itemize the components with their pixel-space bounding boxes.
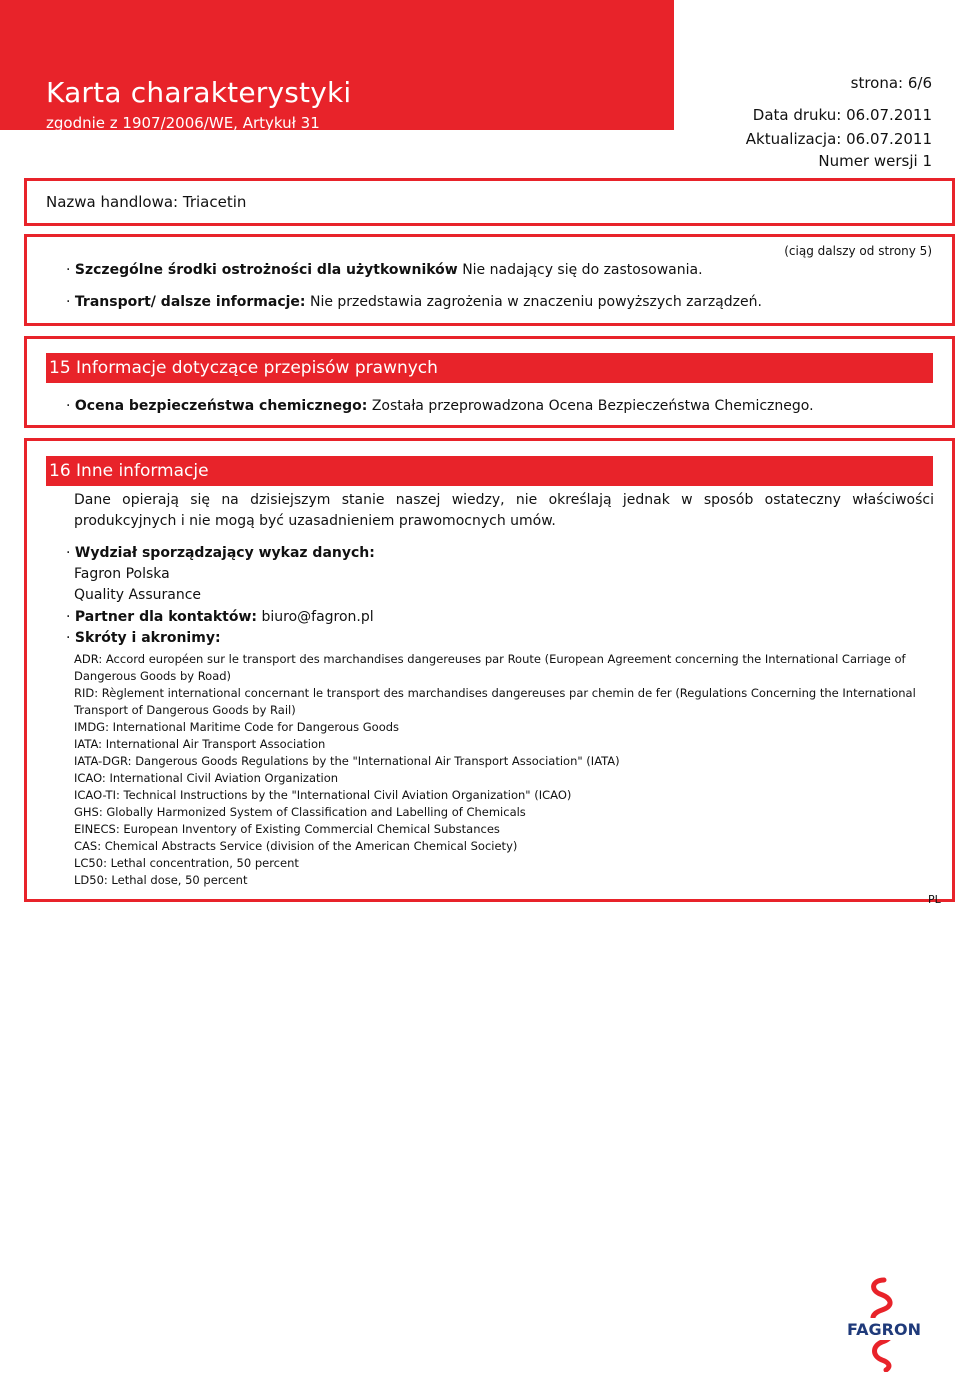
fagron-logo-icon: [836, 1276, 932, 1372]
abbreviation-item: LC50: Lethal concentration, 50 percent: [74, 856, 299, 870]
user-precautions-value: Nie nadający się do zastosowania.: [462, 262, 703, 278]
document-subtitle: zgodnie z 1907/2006/WE, Artykuł 31: [46, 114, 320, 132]
assessment-value: Została przeprowadzona Ocena Bezpieczeństwa Chemicznego.: [371, 398, 814, 414]
department-line-2: Quality Assurance: [74, 587, 202, 603]
disclaimer-paragraph: Dane opierają się na dzisiejszym stanie naszej wiedzy, nie określają jednak w sposób ostateczny właściwości produkcyjnych i nie mogą być uzasadnieniem prawomocnych umów.: [74, 492, 934, 529]
abbreviation-item: IMDG: International Maritime Code for Dangerous Goods: [74, 720, 400, 734]
language-code: PL: [928, 893, 941, 906]
print-date: Data druku: 06.07.2011: [752, 106, 932, 124]
transport-line: · Transport/ dalsze informacje: Nie przedstawia zagrożenia w znaczeniu powyższych zarządzeń.: [66, 294, 762, 310]
department-line-1: Fagron Polska: [74, 566, 170, 582]
transport-value: Nie przedstawia zagrożenia w znaczeniu powyższych zarządzeń.: [309, 294, 762, 310]
section-15-heading: 15 Informacje dotyczące przepisów prawnych: [46, 353, 933, 383]
abbreviation-item: IATA-DGR: Dangerous Goods Regulations by the "International Air Transport Association" (IATA): [74, 754, 620, 768]
abbreviation-item: LD50: Lethal dose, 50 percent: [74, 873, 248, 887]
department-label-line: · Wydział sporządzający wykaz danych:: [66, 545, 375, 561]
version-number: Numer wersji 1: [818, 152, 932, 170]
assessment-label: Ocena bezpieczeństwa chemicznego:: [74, 398, 368, 414]
contact-email: biuro@fagron.pl: [261, 609, 374, 625]
fagron-logo: [836, 1276, 932, 1372]
logo-text: FAGRON: [847, 1320, 921, 1339]
abbreviation-item: IATA: International Air Transport Association: [74, 737, 326, 751]
abbreviation-item: ADR: Accord européen sur le transport des marchandises dangereuses par Route (European Agreement concerning the International Carriage of Dangerous Goods by Road): [74, 652, 906, 683]
abbreviation-item: EINECS: European Inventory of Existing Commercial Chemical Substances: [74, 822, 500, 836]
abbreviation-item: GHS: Globally Harmonized System of Classification and Labelling of Chemicals: [74, 805, 526, 819]
contact-label: Partner dla kontaktów:: [74, 609, 258, 625]
abbreviation-item: RID: Règlement international concernant le transport des marchandises dangereuses par chemin de fer (Regulations Concerning the International Transport of Dangerous Goods by Rail): [74, 686, 916, 717]
assessment-line: · Ocena bezpieczeństwa chemicznego: Została przeprowadzona Ocena Bezpieczeństwa Chemicznego.: [66, 398, 814, 414]
update-date: Aktualizacja: 06.07.2011: [745, 130, 932, 148]
page-number: strona: 6/6: [850, 74, 932, 92]
header-banner: [0, 0, 674, 130]
department-label: Wydział sporządzający wykaz danych:: [74, 545, 375, 561]
user-precautions-label: Szczególne środki ostrożności dla użytkowników: [74, 262, 458, 278]
abbreviations-list: [74, 651, 934, 889]
user-precautions-line: · Szczególne środki ostrożności dla użytkowników Nie nadający się do zastosowania.: [66, 262, 703, 278]
continued-note: (ciąg dalszy od strony 5): [784, 244, 932, 258]
abbreviation-item: ICAO-TI: Technical Instructions by the "International Civil Aviation Organization" (ICAO): [74, 788, 572, 802]
contact-line: · Partner dla kontaktów: biuro@fagron.pl: [66, 609, 374, 625]
abbreviation-item: CAS: Chemical Abstracts Service (division of the American Chemical Society): [74, 839, 518, 853]
section-16-heading: 16 Inne informacje: [46, 456, 933, 486]
abbreviation-item: ICAO: International Civil Aviation Organization: [74, 771, 339, 785]
trade-name: Nazwa handlowa: Triacetin: [46, 193, 247, 211]
abbreviations-label-line: · Skróty i akronimy:: [66, 630, 221, 646]
document-title: Karta charakterystyki: [46, 76, 352, 109]
transport-label: Transport/ dalsze informacje:: [74, 294, 306, 310]
abbreviations-label: Skróty i akronimy:: [74, 630, 221, 646]
